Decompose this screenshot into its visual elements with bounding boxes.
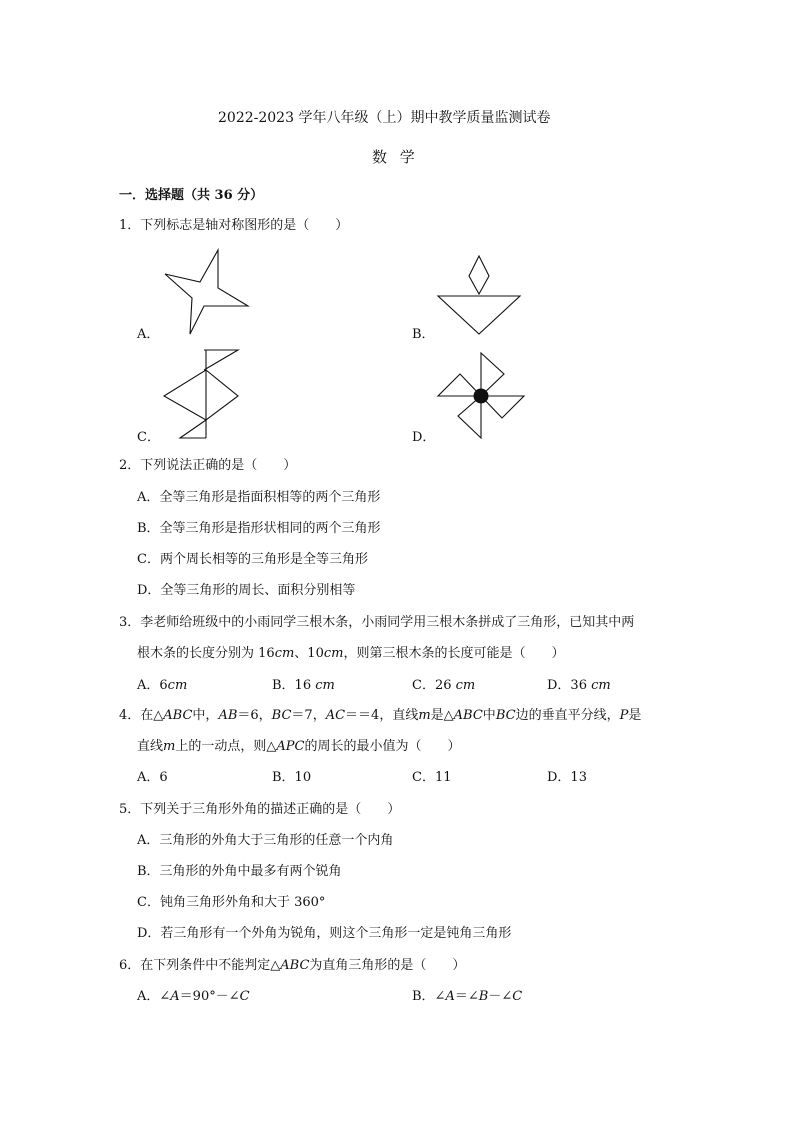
var-bc: BC xyxy=(495,708,516,723)
q4-option-b[interactable]: B．10 xyxy=(272,770,312,785)
q1-option-b[interactable]: B． xyxy=(412,327,435,342)
q5-option-d[interactable]: D．若三角形有一个外角为锐角，则这个三角形一定是钝角三角形 xyxy=(137,926,512,941)
q4-option-d[interactable]: D．13 xyxy=(547,770,587,785)
var-bc: BC xyxy=(271,708,292,723)
var-m: m xyxy=(418,708,431,723)
q1-option-c[interactable]: C． xyxy=(137,430,160,445)
option-label: B．16 xyxy=(272,678,312,693)
q6-option-b[interactable] xyxy=(412,989,522,1005)
q6-stem xyxy=(119,958,465,974)
q1-figure-d xyxy=(436,348,526,443)
q1-stem: 1．下列标志是轴对称图形的是（ ） xyxy=(119,218,349,233)
q4-text: ＝6， xyxy=(237,708,272,723)
q6-text: －∠ xyxy=(488,989,513,1004)
exam-title: 2022-2023 学年八年级（上）期中教学质量监测试卷 xyxy=(218,110,551,126)
q1-figure-c xyxy=(160,348,250,443)
q1-figure-b xyxy=(436,254,526,344)
unit-cm: cm xyxy=(323,646,344,661)
q6-text: ＝∠ xyxy=(454,989,479,1004)
q1-option-a[interactable]: A． xyxy=(137,327,160,342)
var-a: A xyxy=(445,989,455,1004)
var-abc: ABC xyxy=(163,708,193,723)
q6-text: 6．在下列条件中不能判定△ xyxy=(119,958,281,973)
q4-text: ＝7， xyxy=(291,708,326,723)
q2-option-d[interactable]: D．全等三角形的周长、面积分别相等 xyxy=(137,583,356,598)
q4-text: 是 xyxy=(628,708,642,723)
q6-text: A．∠ xyxy=(137,989,171,1004)
q4-stem-line2 xyxy=(137,739,460,755)
q4-text: 上的一动点，则△ xyxy=(175,739,277,754)
q4-text: 是△ xyxy=(430,708,454,723)
option-label: D．36 xyxy=(547,678,587,693)
q3-option-d[interactable] xyxy=(547,678,611,694)
subject-title: 数 学 xyxy=(372,148,419,166)
unit-cm: cm xyxy=(274,646,295,661)
q3-stem-line1: 3．李老师给班级中的小雨同学三根木条，小雨同学用三根木条拼成了三角形，已知其中两 xyxy=(119,615,635,630)
q4-text: 中 xyxy=(482,708,496,723)
unit-cm: cm xyxy=(315,678,335,693)
option-label: A．6 xyxy=(137,678,168,693)
q4-text: 4．在△ xyxy=(119,708,164,723)
unit-cm: cm xyxy=(591,678,611,693)
var-abc: ABC xyxy=(453,708,483,723)
q3-option-a[interactable] xyxy=(137,678,187,694)
q3-stem-line2 xyxy=(137,646,564,662)
q6-text: 为直角三角形的是（ ） xyxy=(309,958,466,973)
var-b: B xyxy=(478,989,489,1004)
q3-option-c[interactable] xyxy=(412,678,475,694)
var-ac: AC xyxy=(325,708,346,723)
q6-option-a[interactable] xyxy=(137,989,250,1005)
option-label: C．26 xyxy=(412,678,452,693)
var-m: m xyxy=(163,739,176,754)
var-p: P xyxy=(619,708,629,723)
q6-text: B．∠ xyxy=(412,989,446,1004)
var-ab: AB xyxy=(218,708,238,723)
var-abc: ABC xyxy=(280,958,310,973)
q4-text: 边的垂直平分线， xyxy=(515,708,620,723)
q4-option-c[interactable]: C．11 xyxy=(412,770,452,785)
q5-option-a[interactable]: A．三角形的外角大于三角形的任意一个内角 xyxy=(137,833,394,848)
q4-stem-line1 xyxy=(119,708,641,724)
section-heading: 一．选择题（共 36 分） xyxy=(119,188,264,203)
unit-cm: cm xyxy=(455,678,476,693)
var-apc: APC xyxy=(276,739,305,754)
q3-text: 根木条的长度分别为 16 xyxy=(137,646,275,661)
q2-stem: 2．下列说法正确的是（ ） xyxy=(119,458,297,473)
q4-text: 的周长的最小值为（ ） xyxy=(304,739,461,754)
var-c: C xyxy=(512,989,523,1004)
q2-option-b[interactable]: B．全等三角形是指形状相同的两个三角形 xyxy=(137,521,381,536)
q3-text: 、10 xyxy=(294,646,324,661)
q4-text: 直线 xyxy=(137,739,164,754)
q1-option-d[interactable]: D． xyxy=(412,430,436,445)
q4-text: 中， xyxy=(192,708,219,723)
q2-option-c[interactable]: C．两个周长相等的三角形是全等三角形 xyxy=(137,552,368,567)
q6-text: ＝90°－∠ xyxy=(179,989,240,1004)
q3-option-b[interactable] xyxy=(272,678,335,694)
q3-text: ，则第三根木条的长度可能是（ ） xyxy=(343,646,565,661)
q2-option-a[interactable]: A．全等三角形是指面积相等的两个三角形 xyxy=(137,490,381,505)
q1-figure-a xyxy=(160,248,250,338)
q5-option-c[interactable]: C．钝角三角形外角和大于 360° xyxy=(137,895,326,910)
q4-text: ＝＝4，直线 xyxy=(345,708,419,723)
var-c: C xyxy=(239,989,250,1004)
q4-option-a[interactable]: A．6 xyxy=(137,770,168,785)
q5-option-b[interactable]: B．三角形的外角中最多有两个锐角 xyxy=(137,864,342,879)
q5-stem: 5．下列关于三角形外角的描述正确的是（ ） xyxy=(119,802,401,817)
var-a: A xyxy=(170,989,180,1004)
unit-cm: cm xyxy=(167,678,188,693)
